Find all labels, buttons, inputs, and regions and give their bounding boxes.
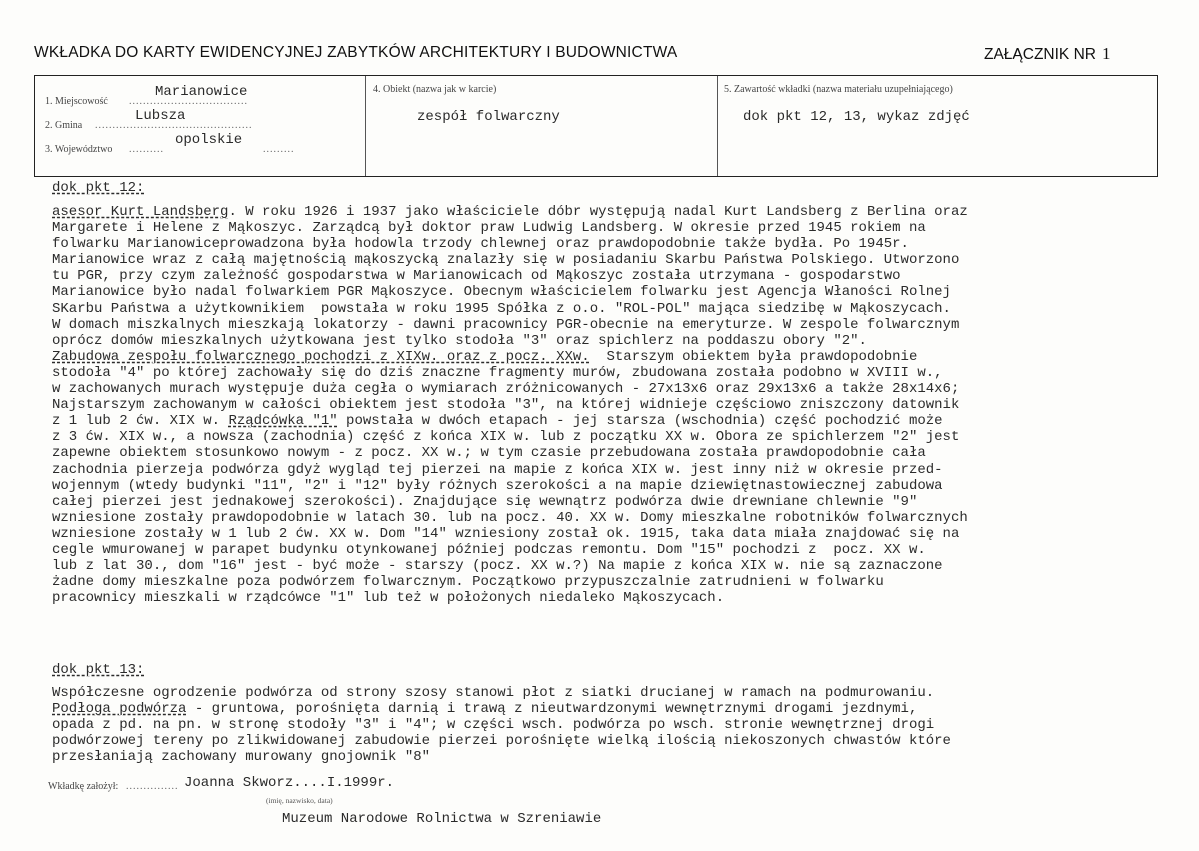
section-12-text [52, 204, 1162, 606]
document-title: WKŁADKA DO KARTY EWIDENCYJNEJ ZABYTKÓW ARCHITEKTURY I BUDOWNICTWA [34, 44, 678, 61]
section-12-line-d-rest: powstała w dwóch etapach - jej starsza (wschodnia) część pochodzić może [337, 413, 943, 430]
field-commune-value: Lubsza [135, 108, 186, 124]
identification-box [34, 75, 1158, 177]
section-12-para-e: z 3 ćw. XIX w., a nowsza (zachodnia) część z końca XIX w. lub z początku XX w. Obora ze spichlerzem "2" jest zapewne obiektem stosunkowo nowym - z pocz. XX w.; w tym czasie przebudowana została prawdopodobnie cała zachodnia pierzeja podwórza gdyż wygląd tej pierzei na mapie z końca XIX w. jest inny niż w okresie przed- wojennym (wtedy budynki "11", "2" i "12" były różnych szerokości a na mapie dziewiętnastowiecznej zabudowa całej pierzei jest jednakowej szerokości). Znajdujące się wewnątrz podwórza dwie drewniane chlewnie "9" wzniesione zostały prawdopodobnie w latach 30. lub na pocz. 40. XX w. Domy mieszkalne robotników folwarcznych wzniesione zostały w 1 lub 2 ćw. XX w. Dom "14" wzniesiony został ok. 1915, taka data miała znajdować się na cegle wmurowanej w parapet budynku otynkowanej później podczas remontu. Dom "15" pochodzi z pocz. XX w. lub z lat 30., dom "16" jest - być może - starszy (pocz. XX w.?) Na mapie z końca XIX w. nie są zaznaczone żadne domy mieszkalne poza podwórzem folwarcznym. Początkowo przypuszczalnie zatrudnieni w folwarku pracownicy mieszkali w rządcówce "1" lub też w położonych niedaleko Mąkoszycach. [52, 429, 968, 607]
field-object-value: zespół folwarczny [417, 109, 560, 125]
annex-number: 1 [1101, 44, 1111, 63]
section-12-line-d-start: z 1 lub 2 ćw. XIX w. [52, 413, 229, 430]
dotted-line: ............................................. [95, 120, 253, 131]
section-13-text [52, 685, 1162, 765]
section-12-heading: dok pkt 12: [52, 180, 145, 196]
section-13-line2: - gruntowa, porośnięta darnią i trawą z nieutwardzonymi wewnętrznymi drogami jezdnymi, [186, 701, 918, 718]
section-12-line1: . W roku 1926 i 1937 jako właściciele dóbr występują nadal Kurt Landsberg z Berlina oraz [228, 204, 968, 220]
field-commune-label: 2. Gmina [45, 120, 83, 131]
section-13-floor: Podłoga podwórza [52, 701, 187, 718]
column-divider-1 [365, 76, 366, 176]
dotted-line: ......... [263, 144, 295, 155]
field-voivodeship-value: opolskie [175, 132, 243, 148]
dotted-line: .......... [129, 144, 164, 155]
section-13-line1: Współczesne ogrodzenie podwórza od strony szosy stanowi płot z siatki drucianej w ramach na podmurowaniu. [52, 685, 935, 701]
field-locality-label: 1. Miejscowość [45, 96, 108, 107]
section-13-heading: dok pkt 13: [52, 662, 145, 678]
section-12-dating: Zabudowa zespołu folwarcznego pochodzi z XIXw. oraz z pocz. XXw. [52, 348, 590, 365]
field-contents-value: dok pkt 12, 13, wykaz zdjęć [743, 109, 970, 125]
field-locality-value: Marianowice [155, 84, 248, 100]
dotted-line: ............... [126, 781, 179, 792]
section-12-line-b: Starszym obiektem była prawdopodobnie [589, 348, 918, 365]
dotted-line: .................................. [129, 96, 248, 107]
section-12-rzadcowka: Rządcówka "1" [228, 413, 338, 430]
annex-label-text: ZAŁĄCZNIK NR [984, 46, 1096, 63]
field-contents-label: 5. Zawartość wkładki (nazwa materiału uzupełniającego) [724, 84, 953, 95]
section-13-rest: opada z pd. na pn. w stronę stodoły "3" i "4"; w części wsch. podwórza po wsch. stronie wewnętrznej drogi podwórzowej tereny po zlikwidowanej zabudowie pierzei porośnięte wielką ilością niekoszonych chwastów które przesłaniają zachowany murowany gnojownik "8" [52, 717, 951, 766]
section-12-lead: asesor Kurt Landsberg [52, 204, 229, 220]
prepared-by-value: Joanna Skworz....I.1999r. [184, 775, 395, 791]
section-12-para-c: stodoła "4" po której zachowały się do dziś znaczne fragmenty murów, zbudowana została podobno w XVIII w., w zachowanych murach występuje duża cegła o wymiarach zróżnicowanych - 27x13x6 oraz 29x13x6 a także 28x14x6; Najstarszym zachowanym w całości obiektem jest stodoła "3", na której widnieje częściowo zniszczony datownik [52, 364, 960, 414]
institution-name: Muzeum Narodowe Rolnictwa w Szreniawie [282, 811, 602, 827]
section-12-para-a: Margarete i Helene z Mąkoszyc. Zarządcą był doktor praw Ludwig Landsberg. W okresie przed 1945 rokiem na folwarku Marianowiceprowadzona była hodowla trzody chlewnej oraz prawdopodobnie także bydła. Po 1945r. Marianowice wraz z całą majętnością mąkoszycką znalazły się w posiadaniu Skarbu Państwa Polskiego. Utworzono tu PGR, przy czym zależność gospodarstwa w Marianowicach od Mąkoszyc została utrzymana - gospodarstwo Marianowice było nadal folwarkiem PGR Mąkoszyce. Obecnym właścicielem folwarku jest Agencja Właności Rolnej SKarbu Państwa a użytkownikiem powstała w roku 1995 Spółka z o.o. "ROL-POL" mająca siedzibę w Mąkoszycach. W domach miszkalnych mieszkają lokatorzy - dawni pracownicy PGR-obecnie na emeryturze. W zespole folwarcznym oprócz domów mieszkalnych użytkowana jest tylko stodoła "3" oraz spichlerz na poddaszu obory "2". [52, 220, 960, 349]
column-divider-2 [717, 76, 718, 176]
field-voivodeship-label: 3. Województwo [45, 144, 113, 155]
prepared-by-label: Wkładkę założył: [48, 781, 119, 792]
field-object-label: 4. Obiekt (nazwa jak w karcie) [373, 84, 497, 95]
prepared-by-sublabel: (imię, nazwisko, data) [266, 796, 333, 805]
annex-label [984, 44, 1110, 64]
